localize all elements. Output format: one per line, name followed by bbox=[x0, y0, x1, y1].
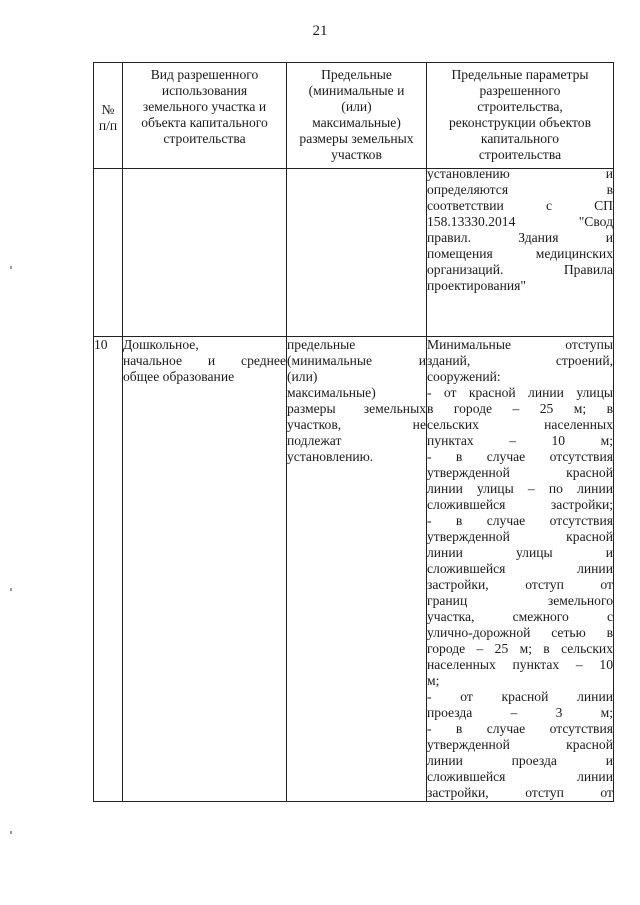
cont-type-cell bbox=[123, 169, 287, 337]
text-line: застройки, отступ от bbox=[427, 577, 613, 592]
text-line: населенных пунктах – 10 bbox=[427, 657, 613, 672]
text-line: разрешенного bbox=[479, 83, 561, 98]
cont-params-cell bbox=[427, 166, 614, 337]
table-row-10 bbox=[94, 337, 614, 802]
scan-speck bbox=[10, 831, 12, 834]
scan-speck bbox=[10, 266, 12, 269]
header-usage-type bbox=[123, 63, 287, 169]
header-num bbox=[94, 63, 123, 169]
text-line: общее образование bbox=[123, 369, 235, 384]
text-line: земельного участка и bbox=[142, 99, 267, 114]
text-line: Предельные bbox=[321, 67, 392, 82]
text-line: - в случае отсутствия bbox=[427, 513, 613, 528]
text-line: проектирования" bbox=[427, 278, 526, 293]
text-line: максимальные) bbox=[287, 385, 376, 400]
text-line: (или) bbox=[341, 99, 372, 114]
text-line: (минимальные и bbox=[308, 83, 405, 98]
text-line: утвержденной красной bbox=[427, 529, 613, 544]
text-line: застройки, отступ от bbox=[427, 785, 613, 800]
text-line: улично-дорожной сетью в bbox=[427, 625, 613, 640]
table-header-row bbox=[94, 63, 614, 169]
text-line: реконструкции объектов bbox=[448, 115, 592, 130]
text-line: определяются в bbox=[427, 182, 613, 197]
text-line: установлению. bbox=[287, 449, 374, 464]
row10-num: 10 bbox=[94, 337, 123, 802]
text-line: границ земельного bbox=[427, 593, 613, 608]
text-line: размеры земельных bbox=[299, 131, 414, 146]
text-line: сложившейся линии bbox=[427, 769, 613, 784]
text-line: (минимальные и bbox=[287, 353, 426, 368]
text-line: участка, смежного с bbox=[427, 609, 613, 624]
scan-speck bbox=[10, 588, 12, 591]
text-line: пунктах – 10 м; bbox=[427, 433, 613, 448]
text-line: (или) bbox=[287, 369, 318, 384]
row10-plot-size bbox=[287, 337, 427, 802]
text-line: городе – 25 м; в сельских bbox=[427, 641, 613, 656]
text-line: начальное и среднее bbox=[123, 353, 286, 368]
text-line: - в случае отсутствия bbox=[427, 721, 613, 736]
text-line: Вид разрешенного bbox=[150, 67, 259, 82]
land-use-table bbox=[93, 62, 614, 802]
text-line: установлению и bbox=[427, 166, 613, 181]
text-line: линии проезда и bbox=[427, 753, 613, 768]
text-line: строительства bbox=[478, 147, 562, 162]
text-line: - от красной линии улицы bbox=[427, 385, 613, 400]
text-line: организаций. Правила bbox=[427, 262, 613, 277]
text-line: сельских населенных bbox=[427, 417, 613, 432]
text-line: № bbox=[101, 101, 115, 117]
text-line: сложившейся застройки; bbox=[427, 497, 613, 512]
row10-usage-type bbox=[123, 337, 287, 802]
cont-size-cell bbox=[287, 169, 427, 337]
text-line: п/п bbox=[98, 117, 118, 133]
text-line: утвержденной красной bbox=[427, 465, 613, 480]
text-line: сооружений: bbox=[427, 369, 501, 384]
text-line: предельные bbox=[287, 337, 356, 352]
text-line: линии улицы и bbox=[427, 545, 613, 560]
text-line: Дошкольное, bbox=[123, 337, 199, 352]
text-line: Минимальные отступы bbox=[427, 337, 613, 352]
text-line: капитального bbox=[480, 131, 560, 146]
text-line: помещения медицинских bbox=[427, 246, 613, 261]
text-line: м; bbox=[427, 673, 440, 688]
text-line: в городе – 25 м; в bbox=[427, 401, 613, 416]
text-line: участков, не bbox=[287, 417, 426, 432]
text-line: утвержденной красной bbox=[427, 737, 613, 752]
header-build-params bbox=[427, 63, 614, 169]
text-line: объекта капитального bbox=[141, 115, 268, 130]
text-line: линии улицы – по линии bbox=[427, 481, 613, 496]
text-line: 158.13330.2014 "Свод bbox=[427, 214, 613, 229]
text-line: участков bbox=[331, 147, 382, 162]
text-line: сложившейся линии bbox=[427, 561, 613, 576]
header-plot-size bbox=[287, 63, 427, 169]
text-line: соответствии с СП bbox=[427, 198, 613, 213]
text-line: использования bbox=[161, 83, 248, 98]
text-line: правил. Здания и bbox=[427, 230, 613, 245]
page-number: 21 bbox=[312, 23, 328, 39]
table-row-continuation bbox=[94, 169, 614, 337]
text-line: максимальные) bbox=[312, 115, 401, 130]
text-line: - от красной линии bbox=[427, 689, 613, 704]
cont-params-text bbox=[427, 166, 613, 294]
text-line: - в случае отсутствия bbox=[427, 449, 613, 464]
text-line: размеры земельных bbox=[287, 401, 426, 416]
text-line: Предельные параметры bbox=[451, 67, 589, 82]
text-line: строительства bbox=[163, 131, 246, 146]
text-line: подлежат bbox=[287, 433, 342, 448]
text-line: проезда – 3 м; bbox=[427, 705, 613, 720]
text-line: строительства, bbox=[477, 99, 563, 114]
cont-num-cell bbox=[94, 169, 123, 337]
text-line: зданий, строений, bbox=[427, 353, 613, 368]
row10-build-params bbox=[427, 337, 614, 802]
